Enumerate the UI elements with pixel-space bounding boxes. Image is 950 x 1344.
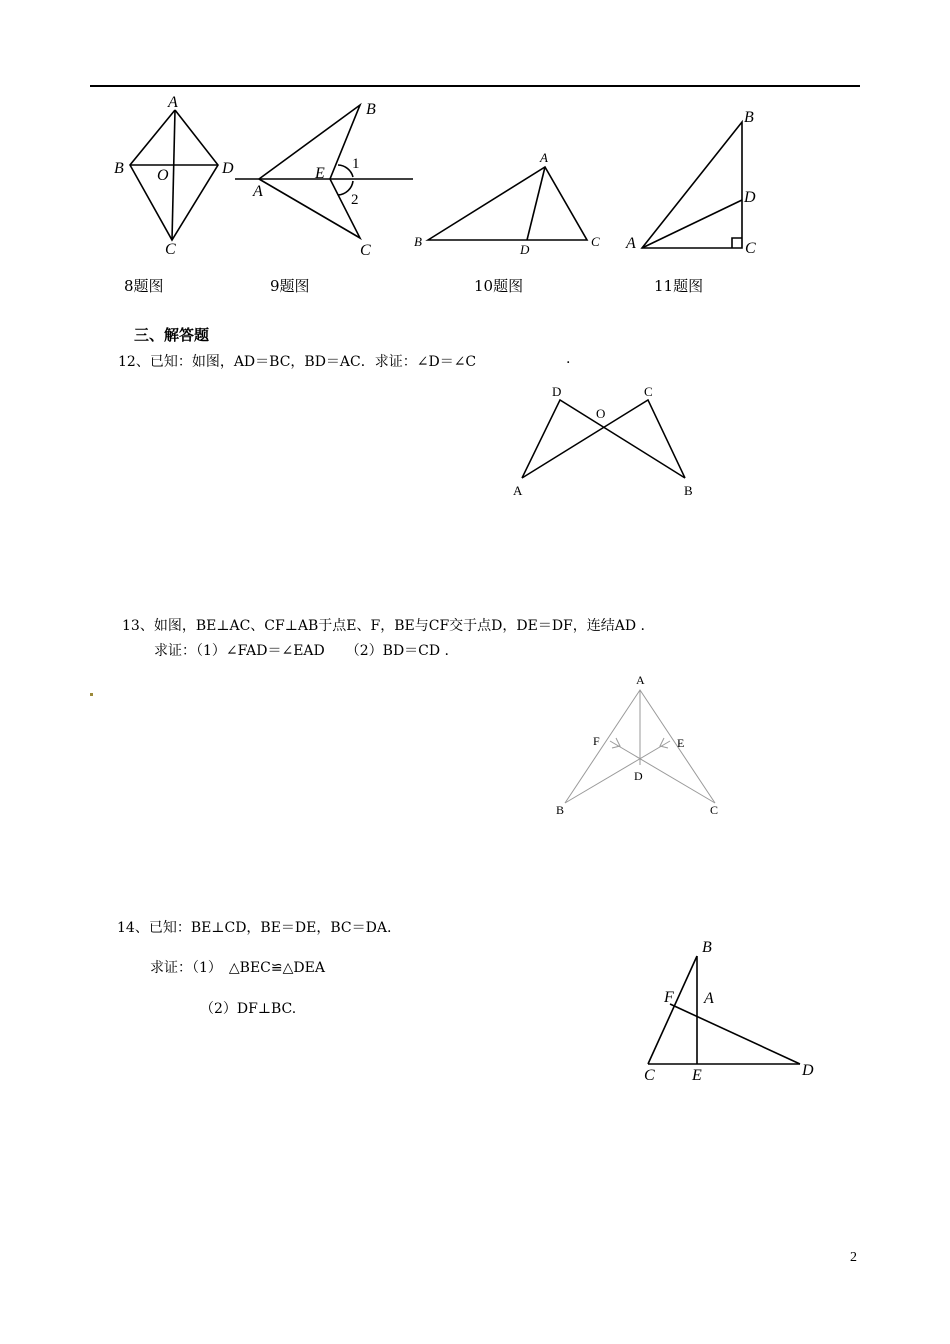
fig13-label-c: C bbox=[710, 803, 719, 817]
fig10-label-d: D bbox=[520, 242, 530, 257]
figure-10-triangle bbox=[410, 145, 610, 265]
header-rule bbox=[90, 85, 860, 87]
fig11-label-a: A bbox=[626, 235, 636, 252]
fig14-label-e: E bbox=[692, 1067, 702, 1084]
fig8-label-d: D bbox=[222, 160, 234, 177]
fig13-label-a: A bbox=[636, 673, 645, 687]
fig11-label-d: D bbox=[744, 189, 756, 206]
fig8-label-o: O bbox=[157, 167, 169, 184]
q12-trailing-dot: . bbox=[566, 351, 571, 367]
q12-text: 12、已知：如图，AD＝BC，BD＝AC．求证：∠D＝∠C bbox=[118, 354, 477, 370]
fig14-label-b: B bbox=[702, 939, 712, 956]
figure-8-kite bbox=[100, 90, 250, 265]
fig11-label-b: B bbox=[744, 109, 754, 126]
caption-fig11: 11题图 bbox=[654, 277, 704, 295]
fig10-label-c: C bbox=[591, 234, 600, 249]
stray-mark bbox=[90, 693, 93, 696]
fig12-label-b: B bbox=[684, 483, 693, 498]
fig8-label-a: A bbox=[168, 94, 178, 111]
fig9-label-2: 2 bbox=[351, 192, 359, 208]
fig8-label-c: C bbox=[165, 241, 176, 258]
fig8-label-b: B bbox=[114, 160, 124, 177]
q14-line2: 求证：（1） △BEC≌△DEA bbox=[150, 960, 325, 976]
fig12-label-d: D bbox=[552, 384, 562, 399]
caption-fig8: 8题图 bbox=[124, 277, 164, 295]
fig14-label-d: D bbox=[802, 1062, 814, 1079]
fig12-label-o: O bbox=[596, 406, 606, 421]
fig10-label-b: B bbox=[414, 234, 422, 249]
caption-fig9: 9题图 bbox=[270, 277, 310, 295]
fig9-label-1: 1 bbox=[352, 156, 360, 172]
fig13-label-b: B bbox=[556, 803, 565, 817]
q14-line1: 14、已知：BE⊥CD，BE＝DE，BC＝DA. bbox=[117, 920, 392, 936]
fig13-label-d: D bbox=[634, 769, 643, 783]
fig13-label-e: E bbox=[677, 736, 685, 750]
fig12-label-a: A bbox=[513, 483, 523, 498]
fig12-label-c: C bbox=[644, 384, 653, 399]
fig11-label-c: C bbox=[745, 240, 756, 257]
caption-fig10: 10题图 bbox=[474, 277, 524, 295]
figure-9-arrow bbox=[235, 95, 420, 265]
fig14-label-c: C bbox=[644, 1067, 655, 1084]
fig13-label-f: F bbox=[593, 734, 600, 748]
fig9-label-a: A bbox=[253, 183, 263, 200]
fig9-label-b: B bbox=[366, 101, 376, 118]
fig14-label-a: A bbox=[704, 990, 714, 1007]
page-number: 2 bbox=[850, 1250, 857, 1265]
q13-line2: 求证：（1）∠FAD＝∠EAD （2）BD＝CD . bbox=[154, 643, 450, 659]
q14-line3: （2）DF⊥BC. bbox=[200, 1001, 297, 1017]
figure-12-bowtie bbox=[505, 378, 705, 503]
fig9-label-e: E bbox=[315, 165, 325, 182]
fig14-label-f: F bbox=[664, 989, 674, 1006]
section-title: 三、解答题 bbox=[134, 326, 210, 344]
fig9-label-c: C bbox=[360, 242, 371, 259]
figure-11-right-triangle bbox=[620, 100, 780, 265]
q13-line1: 13、如图，BE⊥AC、CF⊥AB于点E、F，BE与CF交于点D，DE＝DF，连结AD . bbox=[122, 618, 646, 634]
figure-14-triangles bbox=[630, 930, 830, 1090]
fig10-label-a: A bbox=[540, 150, 548, 165]
figure-13-triangle bbox=[548, 668, 738, 823]
